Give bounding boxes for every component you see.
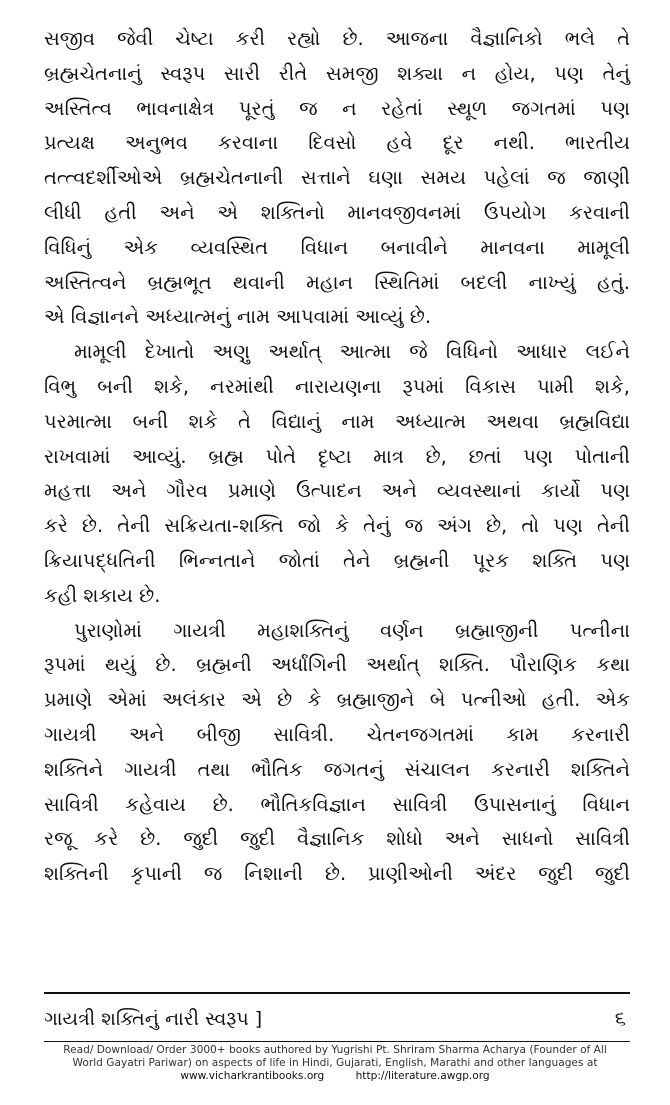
text-line: મહત્તા અને ગૌરવ પ્રમાણે ઉત્પાદન અને વ્યવસ્થાનાં કાર્યો પણ: [44, 479, 630, 503]
footer-divider: [44, 992, 630, 994]
credit-line-2: World Gayatri Pariwar) on aspects of life in Hindi, Gujarati, English, Marathi and other languages at: [72, 1056, 598, 1069]
text-line: લીધી હતી અને એ શક્તિનો માનવજીવનમાં ઉપયોગ કરવાની: [44, 200, 630, 224]
text-line: બ્રહ્મચેતનાનું સ્વરૂપ સારી રીતે સમજી શક્યા ન હોય, પણ તેનું: [44, 61, 630, 85]
text-line: ક્રિયાપદ્ધતિની ભિન્નતાને જોતાં તેને બ્રહ્મની પૂરક શક્તિ પણ: [44, 548, 630, 572]
credit-line-1: Read/ Download/ Order 3000+ books authored by Yugrishi Pt. Shriram Sharma Acharya (Founder of All: [63, 1044, 607, 1056]
text-line: મામૂલી દેખાતો અણુ અર્થાત્ આત્મા જે વિધિનો આધાર લઈને: [74, 340, 630, 364]
text-line: અસ્તિત્વને બ્રહ્મભૂત થવાની મહાન સ્થિતિમાં બદલી નાખ્યું હતું.: [44, 270, 630, 294]
text-line: કહી શકાય છે.: [44, 583, 161, 607]
text-line: તત્ત્વદર્શીઓએ બ્રહ્મચેતનાની સત્તાને ઘણા સમય પહેલાં જ જાણી: [44, 166, 630, 190]
text-line: શક્તિની કૃપાની જ નિશાની છે. પ્રાણીઓની અંદર જુદી જુદી: [44, 862, 630, 886]
publisher-credit: [30, 1044, 640, 1083]
credit-divider: [44, 1041, 630, 1042]
text-line: વિભુ બની શકે, નરમાંથી નારાયણના રૂપમાં વિકાસ પામી શકે,: [44, 374, 630, 398]
text-line: એ વિજ્ઞાનને અધ્યાત્મનું નામ આપવામાં આવ્યું છે.: [44, 305, 432, 329]
text-line: શક્તિને ગાયત્રી તથા ભૌતિક જગતનું સંચાલન કરનારી શક્તિને: [44, 757, 630, 781]
literature-awgp-link[interactable]: http://literature.awgp.org: [355, 1070, 490, 1082]
text-line: વિધિનું એક વ્યવસ્થિત વિધાન બનાવીને માનવના મામૂલી: [44, 235, 630, 259]
text-line: પ્રમાણે એમાં અલંકાર એ છે કે બ્રહ્માજીને બે પત્નીઓ હતી. એક: [44, 688, 630, 712]
text-line: પરમાત્મા બની શકે તે વિદ્યાનું નામ અધ્યાત્મ અથવા બ્રહ્મવિદ્યા: [44, 409, 630, 433]
text-line: ગાયત્રી અને બીજી સાવિત્રી. ચેતનજગતમાં કામ કરનારી: [44, 722, 630, 746]
text-line: સાવિત્રી કહેવાય છે. ભૌતિકવિજ્ઞાન સાવિત્રી ઉપાસનાનું વિધાન: [44, 792, 630, 816]
text-line: પુરાણોમાં ગાયત્રી મહાશક્તિનું વર્ણન બ્રહ્માજીની પત્નીના: [74, 618, 630, 642]
vicharkrantibooks-link[interactable]: www.vicharkrantibooks.org: [180, 1070, 325, 1082]
text-line: રાખવામાં આવ્યું. બ્રહ્મ પોતે દૃષ્ટા માત્ર છે, છતાં પણ પોતાની: [44, 444, 630, 468]
text-line: રૂપમાં થયું છે. બ્રહ્મની અર્ધાંગિની અર્થાત્ શક્તિ. પૌરાણિક કથા: [44, 653, 630, 677]
text-line: રજૂ કરે છે. જુદી જુદી વૈજ્ઞાનિક શોધો અને સાધનો સાવિત્રી: [44, 827, 630, 851]
text-line: પ્રત્યક્ષ અનુભવ કરવાના દિવસો હવે દૂર નથી. ભારતીય: [44, 131, 630, 155]
page-number: ૬: [614, 1006, 626, 1030]
running-footer-title: ગાયત્રી શક્તિનું નારી સ્વરૂપ ]: [44, 1008, 263, 1030]
credit-links: [30, 1070, 640, 1083]
text-line: અસ્તિત્વ ભાવનાક્ષેત્ર પૂરતું જ ન રહેતાં સ્થૂળ જગતમાં પણ: [44, 96, 630, 120]
body-text: [44, 22, 630, 892]
text-line: કરે છે. તેની સક્રિયતા-શક્તિ જો કે તેનું જ અંગ છે, તો પણ તેની: [44, 514, 630, 538]
text-line: સજીવ જેવી ચેષ્ટા કરી રહ્યો છે. આજના વૈજ્ઞાનિકો ભલે તે: [44, 27, 630, 50]
